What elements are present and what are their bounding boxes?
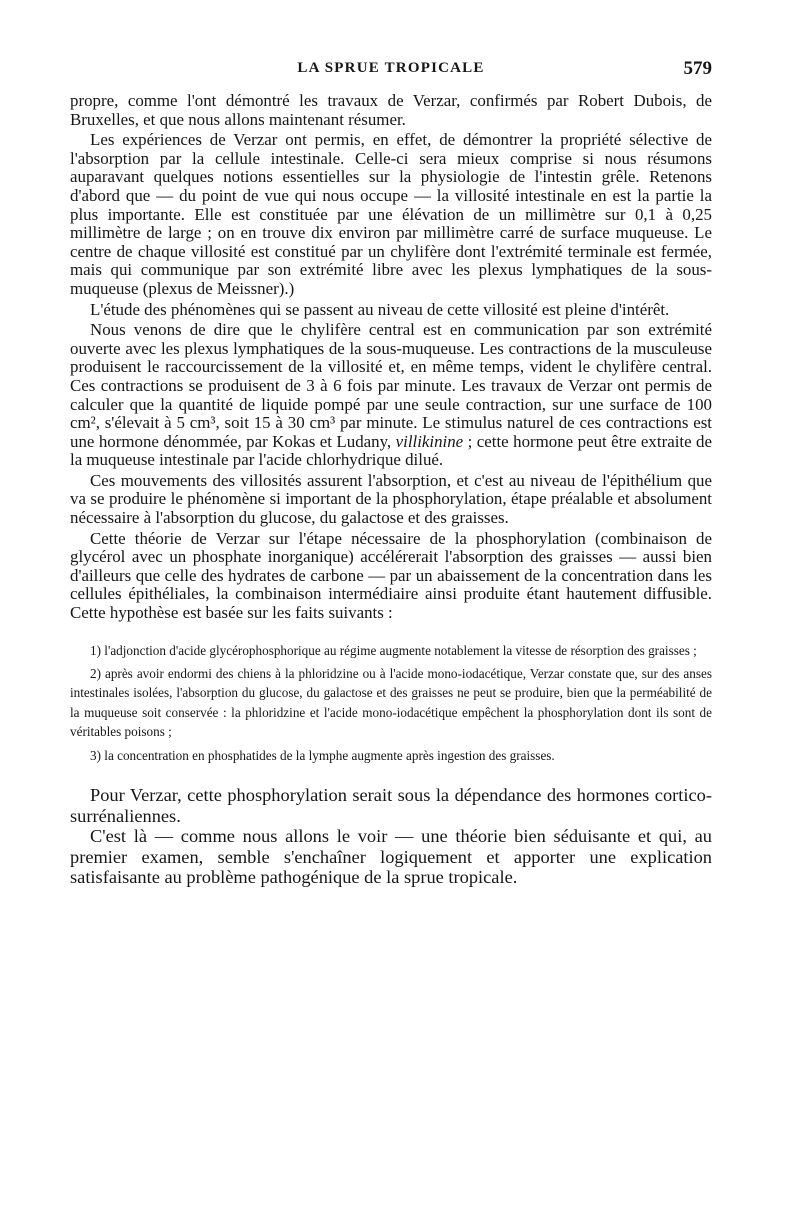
paragraph: Cette théorie de Verzar sur l'étape nécessaire de la phosphorylation (combinaison de glycérol avec un phosphate inorganique) accélérerait l'absorption des graisses — aussi bien d'ailleurs que celle des hydrates de carbone — par un abaissement de la concentration dans les cellules épithéliales, la combinaison intermédiaire ainsi produite étant hautement diffusible. Cette hypothèse est basée sur les faits suivants : bbox=[70, 528, 712, 623]
paragraph: propre, comme l'ont démontré les travaux de Verzar, confirmés par Robert Dubois, de Bruxelles, et que nous allons maintenant résumer. bbox=[70, 91, 712, 129]
closing-section bbox=[70, 785, 712, 888]
paragraph: Les expériences de Verzar ont permis, en effet, de démontrer la propriété sélective de l'absorption par la cellule intestinale. Celle-ci sera mieux comprise si nous résumons auparavant quelques notions essentielles sur la physiologie de l'intestin grêle. Retenons d'abord que — du point de vue qui nous occupe — la villosité intestinale en est la partie la plus importante. Elle est constituée par une élévation de un millimètre sur 0,1 à 0,25 millimètre de large ; on en trouve dix environ par millimètre carré de surface muqueuse. Le centre de chaque villosité est constitué par un chylifère dont l'extrémité terminale est fermée, mais qui communique par son extrémité libre avec les plexus lymphatiques de la sous-muqueuse (plexus de Meissner).) bbox=[70, 130, 712, 298]
fact-item: 2) après avoir endormi des chiens à la phloridzine ou à l'acide mono-iodacétique, Verzar constate que, sur des anses intestinales isolées, l'absorption du glucose, du galactose et des graisses ne peut se produire, bien que la perméabilité de la muqueuse soit conservée : la phloridzine et l'acide mono-iodacétique empêchent la phosphorylation dont ils sont de véritables poisons ; bbox=[70, 666, 712, 740]
page-number: 579 bbox=[683, 58, 712, 79]
paragraph: L'étude des phénomènes qui se passent au niveau de cette villosité est pleine d'intérêt. bbox=[90, 299, 670, 319]
paragraph: Pour Verzar, cette phosphorylation serait sous la dépendance des hormones cortico-surrénaliennes. bbox=[70, 785, 712, 826]
italic-term: villikinine bbox=[395, 431, 464, 451]
numbered-facts bbox=[70, 641, 712, 765]
paragraph-text: ; cette hormone peut être extraite de la muqueuse intestinale par l'acide chlorhydrique dilué. bbox=[70, 431, 712, 470]
running-head bbox=[70, 58, 712, 82]
paragraph bbox=[70, 321, 712, 470]
body-text bbox=[70, 92, 712, 888]
paragraph: Ces mouvements des villosités assurent l'absorption, et c'est au niveau de l'épithélium que va se produire le phénomène si important de la phosphorylation, étape préalable et absolument nécessaire à l'absorption du glucose, du galactose et des graisses. bbox=[70, 470, 712, 528]
fact-item: 3) la concentration en phosphatides de la lymphe augmente après ingestion des graisses. bbox=[90, 747, 555, 763]
running-title: LA SPRUE TROPICALE bbox=[297, 60, 485, 76]
fact-item: 1) l'adjonction d'acide glycérophosphorique au régime augmente notablement la vitesse de résorption des graisses ; bbox=[90, 642, 697, 658]
paragraph-text: Nous venons de dire que le chylifère central est en communication par son extrémité ouverte avec les plexus lymphatiques de la sous-muqueuse. Les contractions de la musculeuse produisent le raccourcissement de la villosité et, en même temps, vident le chylifère central. Ces contractions se produisent de 3 à 6 fois par minute. Les travaux de Verzar ont permis de calculer que la quantité de liquide pompé par une seule contraction, sur une surface de 100 cm², s'élevait à 5 cm³, soit 15 à 30 cm³ par minute. Le stimulus naturel de ces contractions est une hormone dénommée, par Kokas et Ludany, bbox=[70, 320, 712, 451]
paragraph: C'est là — comme nous allons le voir — une théorie bien séduisante et qui, au premier examen, semble s'enchaîner logiquement et apporter une explication satisfaisante au problème pathogénique de la sprue tropicale. bbox=[70, 826, 712, 888]
